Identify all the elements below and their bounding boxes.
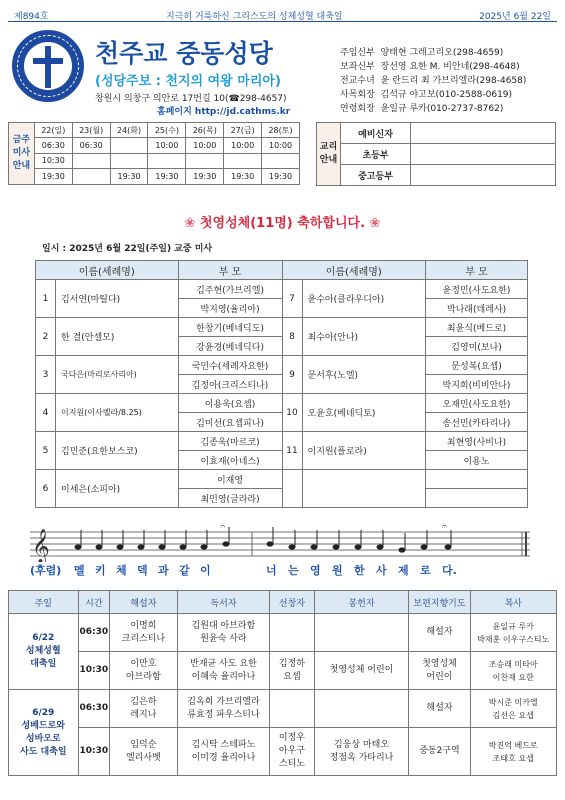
table-row: 5 김민준(요한보스코) 김종욱(마르코) 11 이지원(플로라) 최현영(사비나) <box>36 432 528 451</box>
table-row: 김미선(요셉피나) 송선민(카타리나) <box>36 413 528 432</box>
day-header: 24(화) <box>110 123 148 138</box>
mass-row: 19:30 19:30 19:30 19:30 19:30 19:30 <box>9 169 300 185</box>
col-header: 보편지향기도 <box>409 591 470 614</box>
day-header: 22(일) <box>34 123 72 138</box>
church-name: 천주교 중동성당 <box>95 39 273 68</box>
education-row-label: 초등부 <box>341 144 411 165</box>
svg-text:𝄞: 𝄞 <box>32 529 50 562</box>
col-header: 이름(세례명) <box>282 261 425 280</box>
col-header: 봉헌자 <box>314 591 409 614</box>
liturgy-schedule-table <box>8 590 557 776</box>
table-row: 4 이지원(이사벨라/8.25) 이용욱(요셉) 10 오윤호(베네딕토) 오재민(사도요한) <box>36 394 528 413</box>
church-patron: (성당주보 : 천지의 여왕 마리아) <box>95 74 281 89</box>
table-row: 김정아(크리스티나) 박지희(비비안나) <box>36 375 528 394</box>
staff-list <box>340 46 560 116</box>
staff-row: 주임신부 양태현 그레고리오(298-4659) <box>340 48 504 58</box>
flower-icon: ❀ <box>369 216 381 231</box>
day-header: 23(월) <box>72 123 110 138</box>
church-logo <box>12 30 84 102</box>
church-address: 창원시 의창구 의안로 17번길 10(☎298-4657) <box>95 94 287 104</box>
education-row-value <box>411 144 556 165</box>
table-row: 6/29 성베드로와 성바오로 사도 대축일 06:30 김은하 레지나 김옥희 가브리엘라 류효정 파우스티나 해설자 박시준 미카엘 김선은 요셉 <box>9 690 557 728</box>
mass-schedule-table <box>8 122 300 185</box>
issue-number: 제894호 <box>14 12 49 22</box>
education-row-label: 중고등부 <box>341 165 411 186</box>
staff-row: 전교수녀 윤 란드리 최 가브리엘라(298-4658) <box>340 76 527 86</box>
col-header: 독서자 <box>177 591 270 614</box>
header-bar <box>8 8 557 22</box>
music-staff <box>30 522 530 562</box>
svg-text:𝄐: 𝄐 <box>442 522 448 532</box>
table-row: 강윤경(베네딕다) 김영미(보나) <box>36 337 528 356</box>
table-row: 6 이세은(소피아) 이재영 <box>36 470 528 489</box>
table-row: 최민영(글라라) <box>36 489 528 508</box>
col-header: 선창자 <box>270 591 314 614</box>
education-row-value <box>411 165 556 186</box>
day-header: 26(목) <box>186 123 224 138</box>
staff-row: 사목회장 김석규 야고보(010-2588-0619) <box>340 90 513 100</box>
col-header: 복사 <box>470 591 556 614</box>
table-row: 10:30 이만호 아브라함 반재균 사도 요한 이혜숙 율리아나 김정하 요셉 첫영성체 어린이 첫영성체 어린이 조승래 미타아 이찬재 요한 <box>9 652 557 690</box>
col-header: 부 모 <box>178 261 282 280</box>
homepage-link[interactable]: 홈페이지 http://jd.cathms.kr <box>157 107 291 117</box>
communion-title-row <box>0 212 565 231</box>
education-row-value <box>411 123 556 144</box>
table-row: 2 한 결(안셀모) 한창기(베네딕도) 8 최수아(안나) 최윤식(베드로) <box>36 318 528 337</box>
day-header: 28(토) <box>262 123 300 138</box>
feast-title: 지극히 거룩하신 그리스도의 성체성혈 대축일 <box>166 12 343 22</box>
table-row: 3 국다은(마리로사리아) 국민수(세례자요한) 9 문서후(노엘) 문성복(요셉) <box>36 356 528 375</box>
staff-row: 보좌신부 장선영 요한 M. 비안네(298-4648) <box>340 62 520 72</box>
bulletin-date: 2025년 6월 22일 <box>479 12 551 22</box>
mass-row: 10:30 <box>9 153 300 169</box>
communion-date: 일시 : 2025년 6월 22일(주일) 교중 미사 <box>42 244 213 254</box>
mass-row: 06:30 06:30 10:00 10:00 10:00 10:00 <box>9 138 300 154</box>
table-row: 6/22 성체성혈 대축일 06:30 이명희 크리스티나 김원대 아브라함 원윤숙 사라 해설자 윤일규 루카 박재훈 이우구스티노 <box>9 614 557 652</box>
table-row: 1 김서연(마틸다) 김주현(가브리엘) 7 윤수아(클라우디아) 윤정민(사도요한) <box>36 280 528 299</box>
table-row: 이효재(아네스) 이용노 <box>36 451 528 470</box>
mass-label: 금주 미사 안내 <box>9 123 35 185</box>
flower-icon: ❀ <box>184 216 196 231</box>
communion-title: 첫영성체(11명) 축하합니다. <box>199 216 366 231</box>
col-header: 시간 <box>78 591 110 614</box>
education-table <box>316 122 556 186</box>
table-row: 10:30 임덕순 엘리사벳 김시탁 스테파노 이미경 율리아나 이정우 아우구 스티노 김웅상 마태오 정점옥 가타리나 중동2구역 박진억 베드로 조태호 요셉 <box>9 728 557 776</box>
col-header: 부 모 <box>426 261 528 280</box>
song-lyrics: (후렴) 멜 키 체 덱 과 같 이 너 는 영 원 한 사 제 로 다. <box>30 564 457 577</box>
col-header: 이름(세례명) <box>36 261 179 280</box>
table-row: 박지영(율리아) 박나래(데레사) <box>36 299 528 318</box>
col-header: 주일 <box>9 591 79 614</box>
svg-text:𝄐: 𝄐 <box>220 522 226 532</box>
education-row-label: 예비신자 <box>341 123 411 144</box>
col-header: 해설자 <box>110 591 177 614</box>
staff-row: 연령회장 윤일규 루카(010-2737-8762) <box>340 104 504 114</box>
day-header: 25(수) <box>148 123 186 138</box>
day-header: 27(금) <box>224 123 262 138</box>
education-label: 교리안내 <box>317 123 341 186</box>
communion-table <box>35 260 528 508</box>
